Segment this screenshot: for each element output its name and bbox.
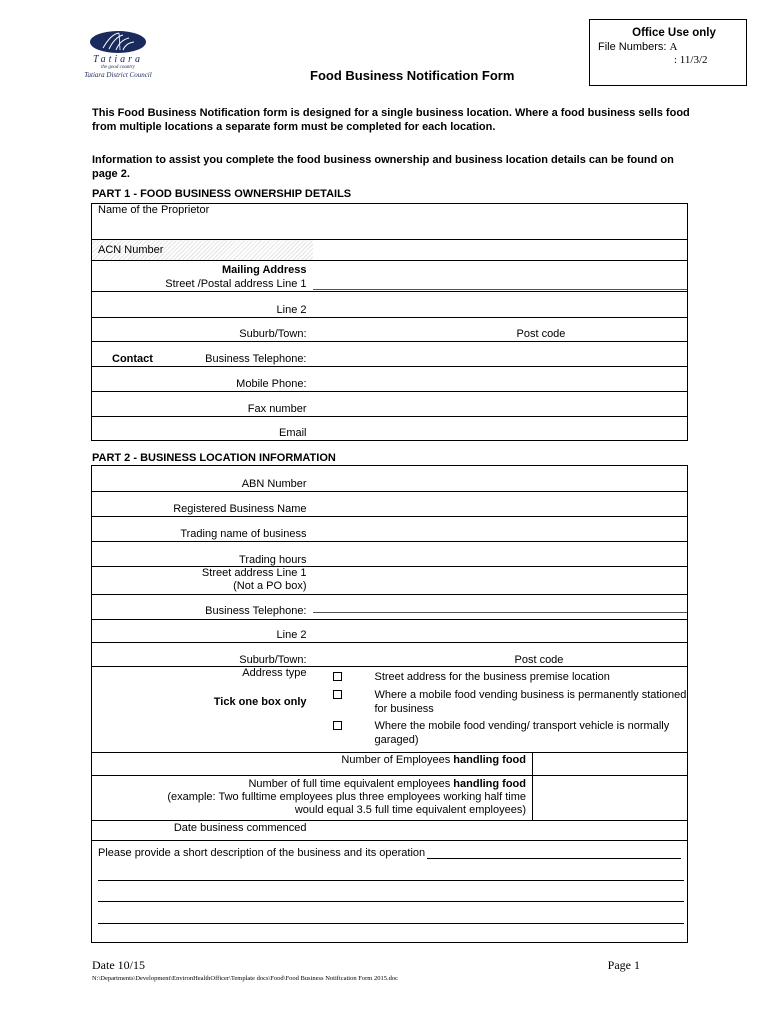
street-line1-label: Street address Line 1: [201, 567, 307, 579]
location-suburb-postcode-input[interactable]: [313, 643, 688, 667]
checkbox-mobile-stationed[interactable]: [333, 690, 342, 699]
footer-file-path: N:\Departments\Development\EnvironHealthOfficer\Template docs\Food\Food Business Notification Form 2015.doc: [92, 975, 398, 982]
business-telephone-text: Business Telephone:: [205, 605, 307, 617]
fax-label-text: Fax number: [247, 403, 307, 415]
description-line-2[interactable]: [98, 880, 684, 881]
acn-label-text: ACN Number: [98, 244, 164, 256]
option-garaged-text: Where the mobile food vending/ transport vehicle is normally garaged): [374, 720, 670, 746]
form-title: Food Business Notification Form: [310, 68, 515, 83]
trading-name-text: Trading name of business: [180, 528, 307, 540]
telephone-label: [92, 342, 313, 367]
trading-hours-label: [92, 542, 313, 567]
address-type-label: [92, 667, 313, 753]
description-underline[interactable]: [427, 849, 681, 859]
description-line-3[interactable]: [98, 901, 684, 902]
location-suburb-label: [92, 643, 313, 667]
fte-input[interactable]: [533, 776, 687, 820]
address-option-mobile-stationed[interactable]: [313, 688, 688, 716]
mailing-line2-input[interactable]: [313, 292, 688, 318]
checkbox-street[interactable]: [333, 672, 342, 681]
council-logo: [58, 30, 178, 86]
abn-label-text: ABN Number: [241, 478, 307, 490]
date-commenced-input[interactable]: [313, 821, 688, 841]
location-line2-label: [92, 620, 313, 643]
tick-one-box-label: Tick one box only: [213, 696, 307, 708]
description-label: Please provide a short description of the business and its operation: [98, 847, 426, 859]
postcode-label: Post code: [516, 328, 566, 340]
mailing-line2-text: Line 2: [276, 304, 307, 316]
trading-name-input[interactable]: [313, 517, 688, 542]
email-input[interactable]: [313, 417, 688, 441]
intro-paragraph-1: This Food Business Notification form is designed for a single business location. Where a food business sells food from multiple locations a separate form must be completed for each location.: [92, 107, 690, 133]
business-telephone-input[interactable]: [313, 595, 688, 620]
file-number-second: : 11/3/2: [674, 54, 708, 66]
part2-title: PART 2 - BUSINESS LOCATION INFORMATION: [92, 452, 336, 464]
location-line2-input[interactable]: [313, 620, 688, 643]
employees-input[interactable]: [533, 753, 687, 775]
business-telephone-label: [92, 595, 313, 620]
file-numbers-line: [598, 41, 738, 53]
contact-heading: Contact: [112, 353, 153, 365]
mobile-label-text: Mobile Phone:: [236, 378, 307, 390]
footer-page: Page 1: [607, 958, 640, 972]
logo-tagline: the good country: [101, 65, 135, 70]
telephone-input[interactable]: [313, 342, 688, 367]
address-type-text: Address type: [242, 667, 307, 679]
suburb-postcode-input[interactable]: [313, 318, 688, 342]
mailing-label: [92, 261, 313, 292]
acn-label: [92, 240, 313, 261]
abn-label: [92, 466, 313, 492]
description-first-line: [98, 847, 681, 859]
mailing-line2-label: [92, 292, 313, 318]
fte-line-2: (example: Two fulltime employees plus three employees working half time: [167, 791, 526, 803]
mailing-heading: Mailing Address: [221, 264, 307, 276]
abn-input[interactable]: [313, 466, 688, 492]
part1-table: [91, 203, 688, 441]
mobile-input[interactable]: [313, 367, 688, 392]
street-address-input[interactable]: [313, 567, 688, 595]
office-use-box: [589, 19, 747, 86]
option-mobile-stationed-text: Where a mobile food vending business is permanently stationed for business: [374, 689, 687, 715]
street-label: Street /Postal address Line 1: [165, 278, 307, 290]
logo-name: Tatiara: [92, 54, 144, 65]
part1-title: PART 1 - FOOD BUSINESS OWNERSHIP DETAILS: [92, 188, 352, 200]
employees-label-bold: handling food: [453, 754, 526, 766]
fte-row: [92, 776, 688, 821]
part2-table: [91, 465, 688, 943]
date-commenced-label: [92, 821, 313, 841]
location-postcode-label: Post code: [514, 654, 564, 666]
location-line2-text: Line 2: [276, 629, 307, 641]
file-numbers-value: A: [669, 41, 678, 53]
trading-hours-input[interactable]: [313, 542, 688, 567]
trading-hours-text: Trading hours: [239, 554, 307, 566]
office-use-title: Office Use only: [632, 27, 716, 39]
acn-input[interactable]: [313, 240, 688, 261]
suburb-label: [92, 318, 313, 342]
proprietor-label: [92, 204, 313, 240]
suburb-label-text: Suburb/Town:: [239, 328, 307, 340]
employees-row: [92, 753, 688, 776]
registered-name-text: Registered Business Name: [173, 503, 307, 515]
file-numbers-label: File Numbers:: [598, 41, 667, 53]
checkbox-garaged[interactable]: [333, 721, 342, 730]
description-cell[interactable]: [92, 841, 688, 943]
street-address-label: [92, 567, 313, 595]
wheat-logo-icon: [89, 30, 147, 54]
fte-line-1-bold: handling food: [453, 778, 526, 790]
address-type-options: [313, 667, 688, 753]
fte-line-1-prefix: Number of full time equivalent employees: [248, 778, 454, 790]
fte-line-3: would equal 3.5 full time equivalent employees): [294, 804, 526, 816]
mobile-label: [92, 367, 313, 392]
address-option-street[interactable]: [313, 670, 688, 684]
mailing-street-input[interactable]: [313, 261, 688, 292]
location-suburb-text: Suburb/Town:: [239, 654, 307, 666]
registered-name-label: [92, 492, 313, 517]
fte-line-1: [92, 778, 526, 791]
fte-label: [92, 776, 532, 820]
fax-input[interactable]: [313, 392, 688, 417]
footer-date: Date 10/15: [92, 958, 145, 972]
date-commenced-text: Date business commenced: [173, 822, 307, 834]
fax-label: [92, 392, 313, 417]
employees-label: [92, 753, 532, 775]
address-option-garaged[interactable]: [313, 719, 688, 747]
intro-paragraph-2: Information to assist you complete the food business ownership and business location details can be found on page 2.: [92, 154, 674, 180]
telephone-label-text: Business Telephone:: [205, 353, 307, 365]
email-label: [92, 417, 313, 441]
email-label-text: Email: [278, 427, 307, 439]
proprietor-label-text: Name of the Proprietor: [98, 204, 210, 216]
not-po-box-label: (Not a PO box): [233, 580, 307, 592]
employees-label-prefix: Number of Employees: [341, 754, 454, 766]
description-line-4[interactable]: [98, 923, 684, 924]
registered-name-input[interactable]: [313, 492, 688, 517]
option-street-text: Street address for the business premise location: [374, 671, 610, 683]
logo-council: Tatiara District Council: [84, 71, 152, 79]
trading-name-label: [92, 517, 313, 542]
proprietor-input[interactable]: [313, 204, 688, 240]
